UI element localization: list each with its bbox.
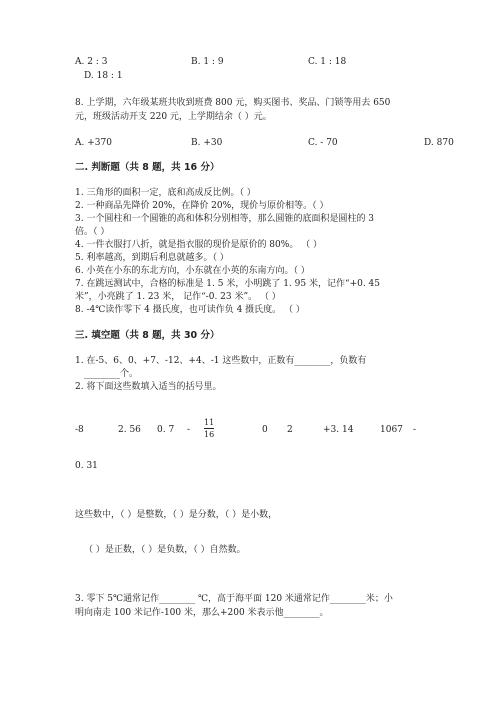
number-item: -8 xyxy=(75,425,84,435)
number-item: 1067 xyxy=(380,425,403,435)
q7-option-c: C. 1 : 18 xyxy=(308,57,347,67)
number-item: 0 xyxy=(262,425,268,435)
number-item: 0. 7 xyxy=(157,425,175,435)
q8-stem-line2: 元，班级活动开支 220 元，上学期结余（ ）元。 xyxy=(75,112,272,122)
fill-q2-stem: 2. 将下面这些数填入适当的括号里。 xyxy=(75,382,222,392)
number-item-sign: - xyxy=(413,425,417,435)
number-item: 2. 56 xyxy=(118,425,141,435)
q7-option-b: B. 1 : 9 xyxy=(191,57,224,67)
judge-item-5: 5. 利率越高，到期后利息就越多。（ ） xyxy=(75,253,229,263)
judge-item-7: 7. 在跳远测试中，合格的标准是 1. 5 米，小明跳了 1. 95 米，记作“+0. 45 xyxy=(75,279,381,289)
fill-q1-line2: ________个。 xyxy=(84,369,139,379)
judge-item-6: 6. 小英在小东的东北方向，小东就在小英的东南方向。（ ） xyxy=(75,266,310,276)
q8-option-d: D. 870 xyxy=(424,138,454,148)
fraction-bar xyxy=(204,428,214,429)
judge-item-3: 3. 一个圆柱和一个圆锥的高和体积分别相等，那么圆锥的底面积是圆柱的 3 xyxy=(75,214,375,224)
classify-line2: （ ）是正数，（ ）是负数，（ ）自然数。 xyxy=(84,545,246,555)
q8-option-a: A. +370 xyxy=(75,138,112,148)
section2-title: 二. 判断题（共 8 题，共 16 分） xyxy=(75,162,220,173)
judge-item-8: 8. -4℃读作零下 4 摄氏度，也可读作负 4 摄氏度。 （ ） xyxy=(75,305,305,315)
number-item-sign: - xyxy=(187,425,191,435)
fill-q3-line2: 明向南走 100 米记作-100 米，那么+200 米表示他________。 xyxy=(75,608,329,618)
q7-option-d: D. 18 : 1 xyxy=(84,71,123,81)
q8-option-c: C. - 70 xyxy=(308,138,338,148)
q7-option-a: A. 2 : 3 xyxy=(75,57,108,67)
judge-item-2: 2. 一种商品先降价 20%，在降价 20%，现价与原价相等。（ ） xyxy=(75,201,329,211)
judge-item-7-cont: 米”，小亮跳了 1. 23 米， 记作“-0. 23 米”。 （ ） xyxy=(75,292,281,302)
fill-q3-line1: 3. 零下 5℃通常记作________ ℃，高于海平面 120 米通常记作________米；小 xyxy=(75,594,393,604)
number-item: 2 xyxy=(287,425,293,435)
q8-stem-line1: 8. 上学期，六年级某班共收到班费 800 元，购买图书、奖品、门锁等用去 650 xyxy=(75,98,391,108)
section3-title: 三. 填空题（共 8 题，共 30 分） xyxy=(75,330,220,341)
number-item: +3. 14 xyxy=(323,425,354,435)
fill-q1-line1: 1. 在-5、6、0、+7、-12、+4、-1 这些数中，正数有________，负数有 xyxy=(75,356,367,366)
number-item: 0. 31 xyxy=(75,461,98,471)
fraction xyxy=(204,418,214,439)
judge-item-1: 1. 三角形的面积一定，底和高成反比例。（ ） xyxy=(75,188,256,198)
fraction-denominator: 16 xyxy=(204,430,215,439)
judge-item-3-cont: 倍。（ ） xyxy=(75,227,110,237)
q8-option-b: B. +30 xyxy=(191,138,223,148)
judge-item-4: 4. 一件衣服打八折，就是指衣服的现价是原价的 80%。 （ ） xyxy=(75,240,323,250)
classify-line1: 这些数中，（ ）是整数，（ ）是分数，（ ）是小数， xyxy=(75,510,278,520)
fraction-numerator: 11 xyxy=(204,418,215,427)
